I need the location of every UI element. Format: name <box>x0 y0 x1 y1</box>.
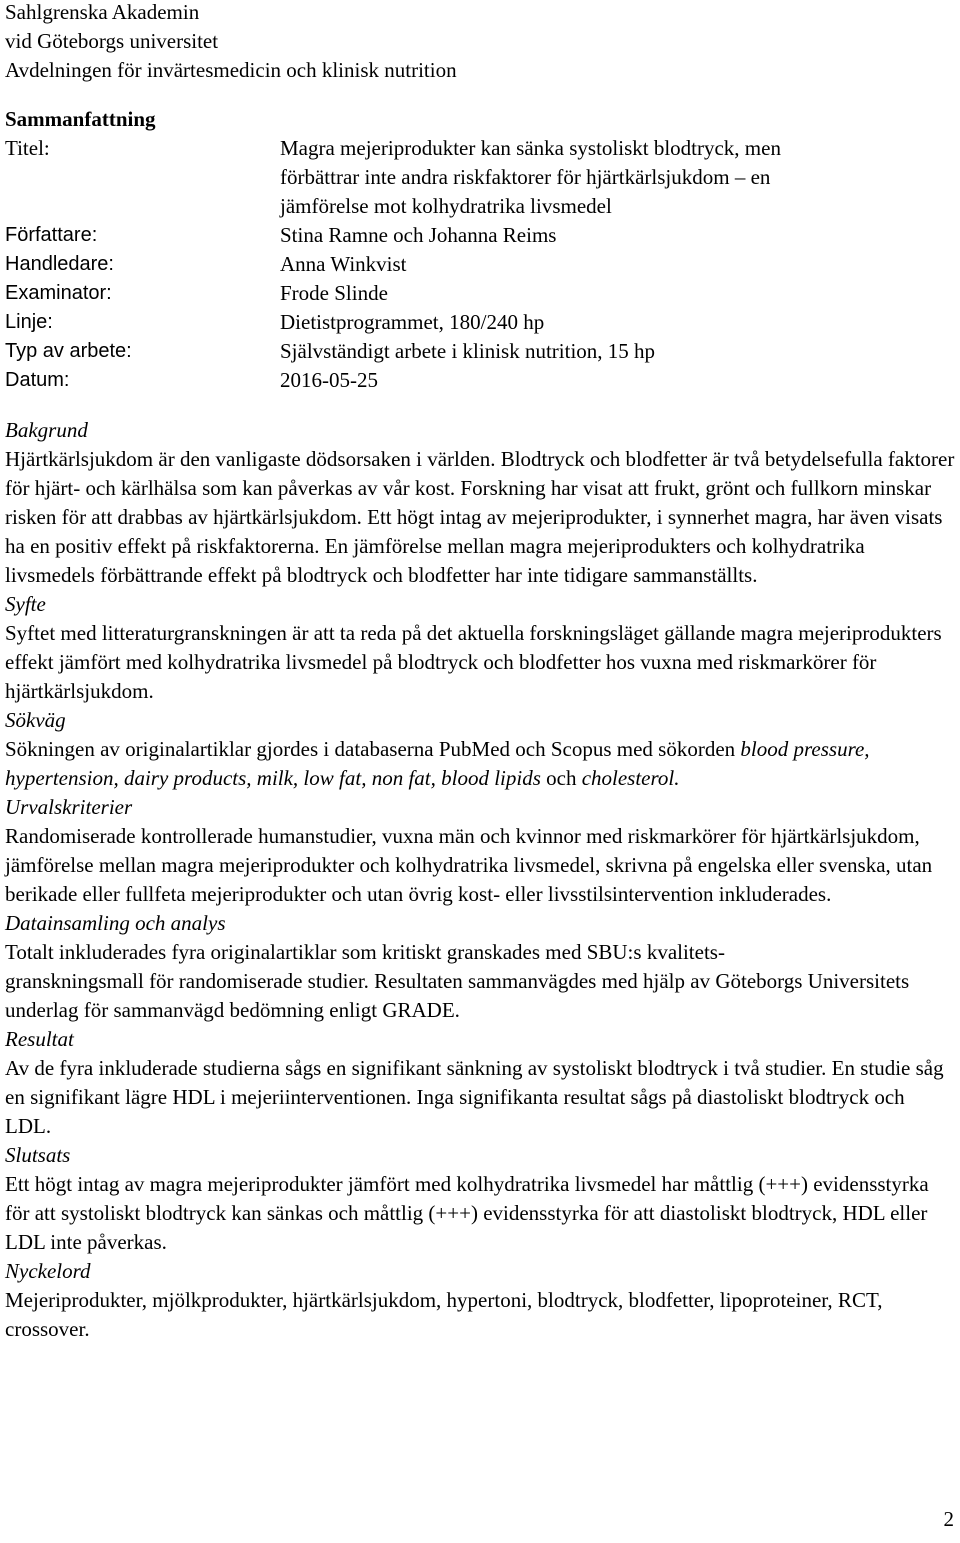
date-label: Datum: <box>5 369 70 391</box>
summary-sections <box>5 416 955 1344</box>
date-value: 2016-05-25 <box>280 368 378 392</box>
examiner-label: Examinator: <box>5 282 112 304</box>
meta-row-supervisor <box>5 250 955 279</box>
background-heading: Bakgrund <box>5 418 88 442</box>
data-analysis-rest: granskningsmall för randomiserade studier. Resultaten sammanvägdes med hjälp av Göteborgs Universitets underlag för sammanvägd bedömning enligt GRADE. <box>5 969 910 1022</box>
search-terms: blood pressure, hypertension, dairy products, milk, low fat, non fat, blood lipids <box>5 737 870 790</box>
background-text: Hjärtkärlsjukdom är den vanligaste dödsorsaken i världen. Blodtryck och blodfetter är två betydelsefulla faktorer för hjärt- och kärlhälsa som kan påverkas av vår kost. Forskning har visat att frukt, grönt och fullkorn minskar risken för att drabbas av hjärtkärlsjukdom. Ett högt intag av mejeriprodukter, i synnerhet magra, har även visats ha en positiv effekt på riskfaktorerna. En jämförelse mellan magra mejeriprodukters och kolhydratrika livsmedels förbättrande effekt på blodtryck och blodfetter har inte tidigare sammanställts. <box>5 447 955 587</box>
thesis-title <box>280 134 955 221</box>
supervisor-label: Handledare: <box>5 253 114 275</box>
institution-line-3: Avdelningen för invärtesmedicin och klinisk nutrition <box>5 58 457 82</box>
criteria-heading: Urvalskriterier <box>5 795 133 819</box>
authors-label: Författare: <box>5 224 98 246</box>
meta-row-authors <box>5 221 955 250</box>
thesis-title-line-3: jämförelse mot kolhydratrika livsmedel <box>280 194 612 218</box>
search-text-and: och <box>540 766 582 790</box>
work-type-value: Självständigt arbete i klinisk nutrition, 15 hp <box>280 339 656 363</box>
page-number: 2 <box>943 1507 954 1531</box>
institution-line-1: Sahlgrenska Akademin <box>5 0 200 24</box>
examiner-value: Frode Slinde <box>280 281 388 305</box>
data-analysis-text <box>5 938 955 1025</box>
document-page <box>5 0 955 1344</box>
title-label: Titel: <box>5 136 50 160</box>
data-analysis-heading: Datainsamling och analys <box>5 911 226 935</box>
keywords-text: Mejeriprodukter, mjölkprodukter, hjärtkärlsjukdom, hypertoni, blodtryck, blodfetter, lipoproteiner, RCT, crossover. <box>5 1288 883 1341</box>
authors-value: Stina Ramne och Johanna Reims <box>280 223 557 247</box>
summary-metadata <box>5 134 955 395</box>
institution-header <box>5 0 955 85</box>
keywords-heading: Nyckelord <box>5 1259 91 1283</box>
data-analysis-line-1: Totalt inkluderades fyra originalartiklar som kritiskt granskades med SBU:s kvalitets- <box>5 940 725 964</box>
conclusion-heading: Slutsats <box>5 1143 71 1167</box>
summary-heading: Sammanfattning <box>5 107 156 131</box>
results-text: Av de fyra inkluderade studierna sågs en signifikant sänkning av systoliskt blodtryck i två studier. En studie såg en signifikant lägre HDL i mejeriinterventionen. Inga signifikanta resultat sågs på diastoliskt blodtryck och LDL. <box>5 1056 944 1138</box>
criteria-text: Randomiserade kontrollerade humanstudier, vuxna män och kvinnor med riskmarkörer för hjärtkärlsjukdom, jämförelse mellan magra mejeriprodukter och kolhydratrika livsmedel, skrivna på engelska eller svenska, utan berikade eller fullfeta mejeriprodukter och utan övrig kost- eller livsstilsintervention inkluderades. <box>5 824 933 906</box>
supervisor-value: Anna Winkvist <box>280 252 407 276</box>
conclusion-text: Ett högt intag av magra mejeriprodukter jämfört med kolhydratrika livsmedel har måttlig (+++) evidensstyrka för att systoliskt blodtryck kan sänkas och måttlig (+++) evidensstyrka för att diastoliskt blodtryck, HDL eller LDL inte påverkas. <box>5 1172 929 1254</box>
aim-heading: Syfte <box>5 592 46 616</box>
results-heading: Resultat <box>5 1027 74 1051</box>
search-text <box>5 735 955 793</box>
aim-text: Syftet med litteraturgranskningen är att ta reda på det aktuella forskningsläget gällande magra mejeriprodukters effekt jämfört med kolhydratrika livsmedel på blodtryck och blodfetter hos vuxna med riskmarkörer för hjärtkärlsjukdom. <box>5 621 942 703</box>
search-heading: Sökväg <box>5 708 66 732</box>
meta-row-program <box>5 308 955 337</box>
program-label: Linje: <box>5 311 53 333</box>
meta-row-date <box>5 366 955 395</box>
thesis-title-line-2: förbättrar inte andra riskfaktorer för hjärtkärlsjukdom – en <box>280 165 771 189</box>
meta-row-examiner <box>5 279 955 308</box>
work-type-label: Typ av arbete: <box>5 340 132 362</box>
institution-line-2: vid Göteborgs universitet <box>5 29 219 53</box>
search-last-term: cholesterol. <box>581 766 680 790</box>
meta-row-title <box>5 134 955 221</box>
program-value: Dietistprogrammet, 180/240 hp <box>280 310 545 334</box>
search-text-start: Sökningen av originalartiklar gjordes i databaserna PubMed och Scopus med sökorden <box>5 737 741 761</box>
meta-row-work-type <box>5 337 955 366</box>
thesis-title-line-1: Magra mejeriprodukter kan sänka systoliskt blodtryck, men <box>280 136 781 160</box>
